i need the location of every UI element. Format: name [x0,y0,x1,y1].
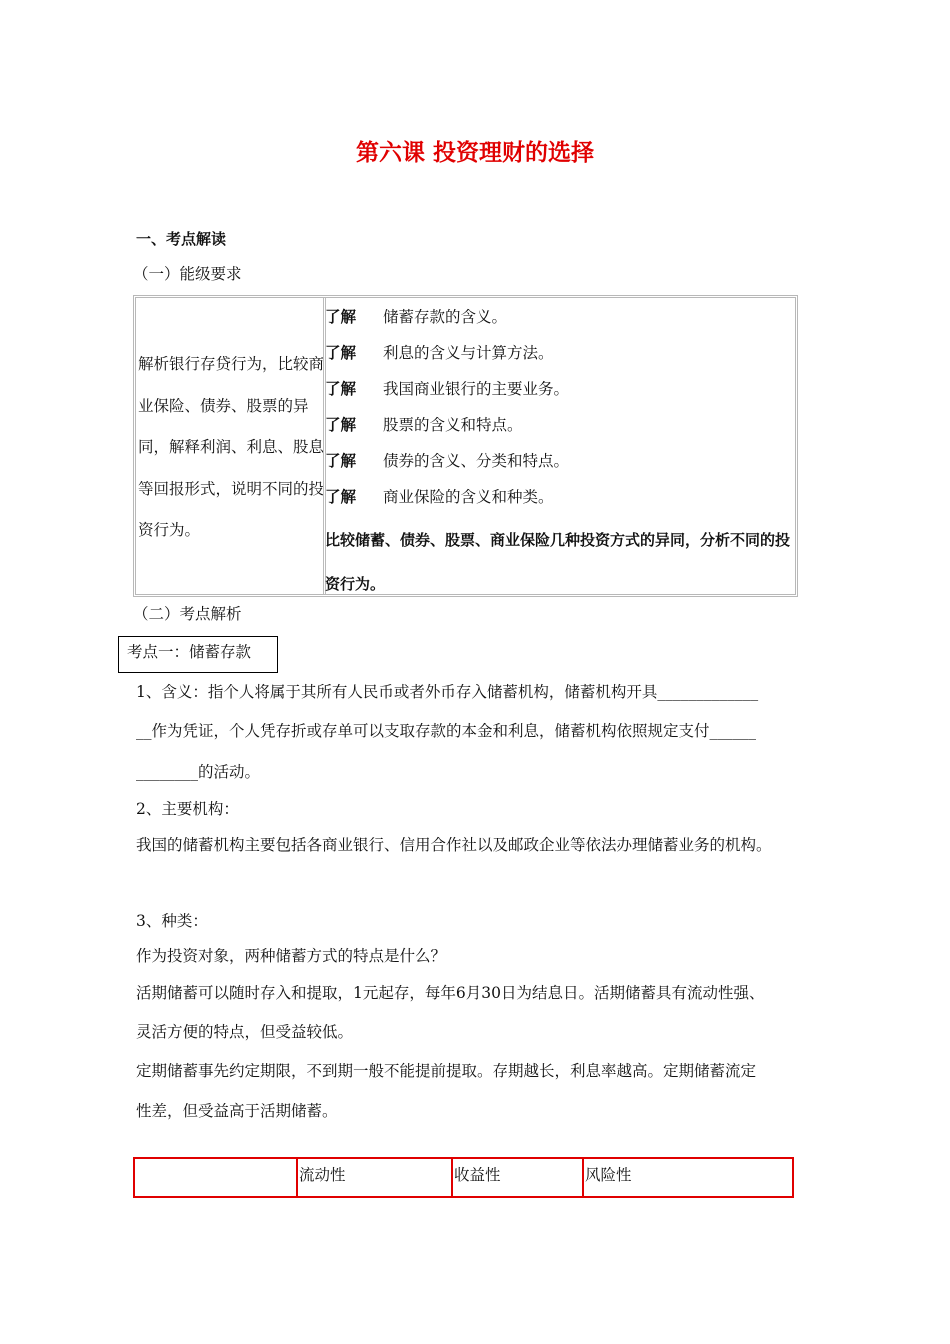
requirement-row [325,377,569,399]
liquidity-header: 流动性 [299,1166,346,1184]
requirement-text: 储蓄存款的含义。 [383,308,508,326]
subsection-heading: （二）考点解析 [133,605,242,623]
fixed-savings-line: 定期储蓄事先约定期限，不到期一般不能提前提取。存期越长，利息率越高。定期储蓄流定 [136,1062,757,1080]
requirement-text: 我国商业银行的主要业务。 [383,380,570,398]
requirement-level: 了解 [325,344,357,362]
current-savings-line: 灵活方便的特点，但受益较低。 [136,1023,354,1041]
institution-heading: 2、主要机构： [136,800,239,818]
meaning-line: 1、含义：指个人将属于其所有人民币或者外币存入储蓄机构，储蓄机构开具_____________ [136,683,759,701]
requirement-row [325,449,569,471]
requirement-level: 了解 [325,452,357,470]
requirement-row [325,485,554,507]
requirement-level: 了解 [325,416,357,434]
question-line: 作为投资对象，两种储蓄方式的特点是什么？ [136,947,447,965]
kaodian-label: 考点一：储蓄存款 [127,643,252,661]
page-title: 第六课 投资理财的选择 [355,140,594,166]
section-heading: 一、考点解读 [136,230,227,248]
requirement-level: 了解 [325,308,357,326]
requirement-row [325,413,523,435]
requirement-level: 了解 [325,380,357,398]
comparison-table [133,1157,794,1198]
table-header-cell [582,1159,794,1196]
table-header-cell [133,1159,293,1196]
table-header-cell [451,1159,583,1196]
types-heading: 3、种类： [136,912,208,930]
fixed-savings-line: 性差，但受益高于活期储蓄。 [136,1102,338,1120]
requirements-description: 解析银行存贷行为，比较商业保险、债券、股票的异同，解释利润、利息、股息等回报形式，说明不同的投资行为。 [138,355,325,539]
meaning-line: __作为凭证，个人凭存折或存单可以支取存款的本金和利息，储蓄机构依照规定支付______ [136,722,757,740]
requirement-level: 了解 [325,488,357,506]
requirement-row [325,341,554,363]
requirement-text: 股票的含义和特点。 [383,416,523,434]
meaning-line: ________的活动。 [136,763,261,781]
kaodian-box [118,636,278,673]
requirement-text: 债券的含义、分类和特点。 [383,452,570,470]
risk-header: 风险性 [585,1166,632,1184]
return-header: 收益性 [454,1166,501,1184]
requirement-text: 利息的含义与计算方法。 [383,344,554,362]
requirements-table [133,295,798,597]
requirement-summary: 比较储蓄、债券、股票、商业保险几种投资方式的异同，分析不同的投资行为。 [325,531,791,593]
current-savings-line: 活期储蓄可以随时存入和提取，1元起存，每年6月30日为结息日。活期储蓄具有流动性强、 [136,984,765,1002]
requirement-row [325,305,507,327]
requirement-text: 商业保险的含义和种类。 [383,488,554,506]
table-header-cell [296,1159,452,1196]
institution-body: 我国的储蓄机构主要包括各商业银行、信用合作社以及邮政企业等依法办理储蓄业务的机构。 [136,836,772,854]
subsection-heading: （一）能级要求 [133,265,242,283]
